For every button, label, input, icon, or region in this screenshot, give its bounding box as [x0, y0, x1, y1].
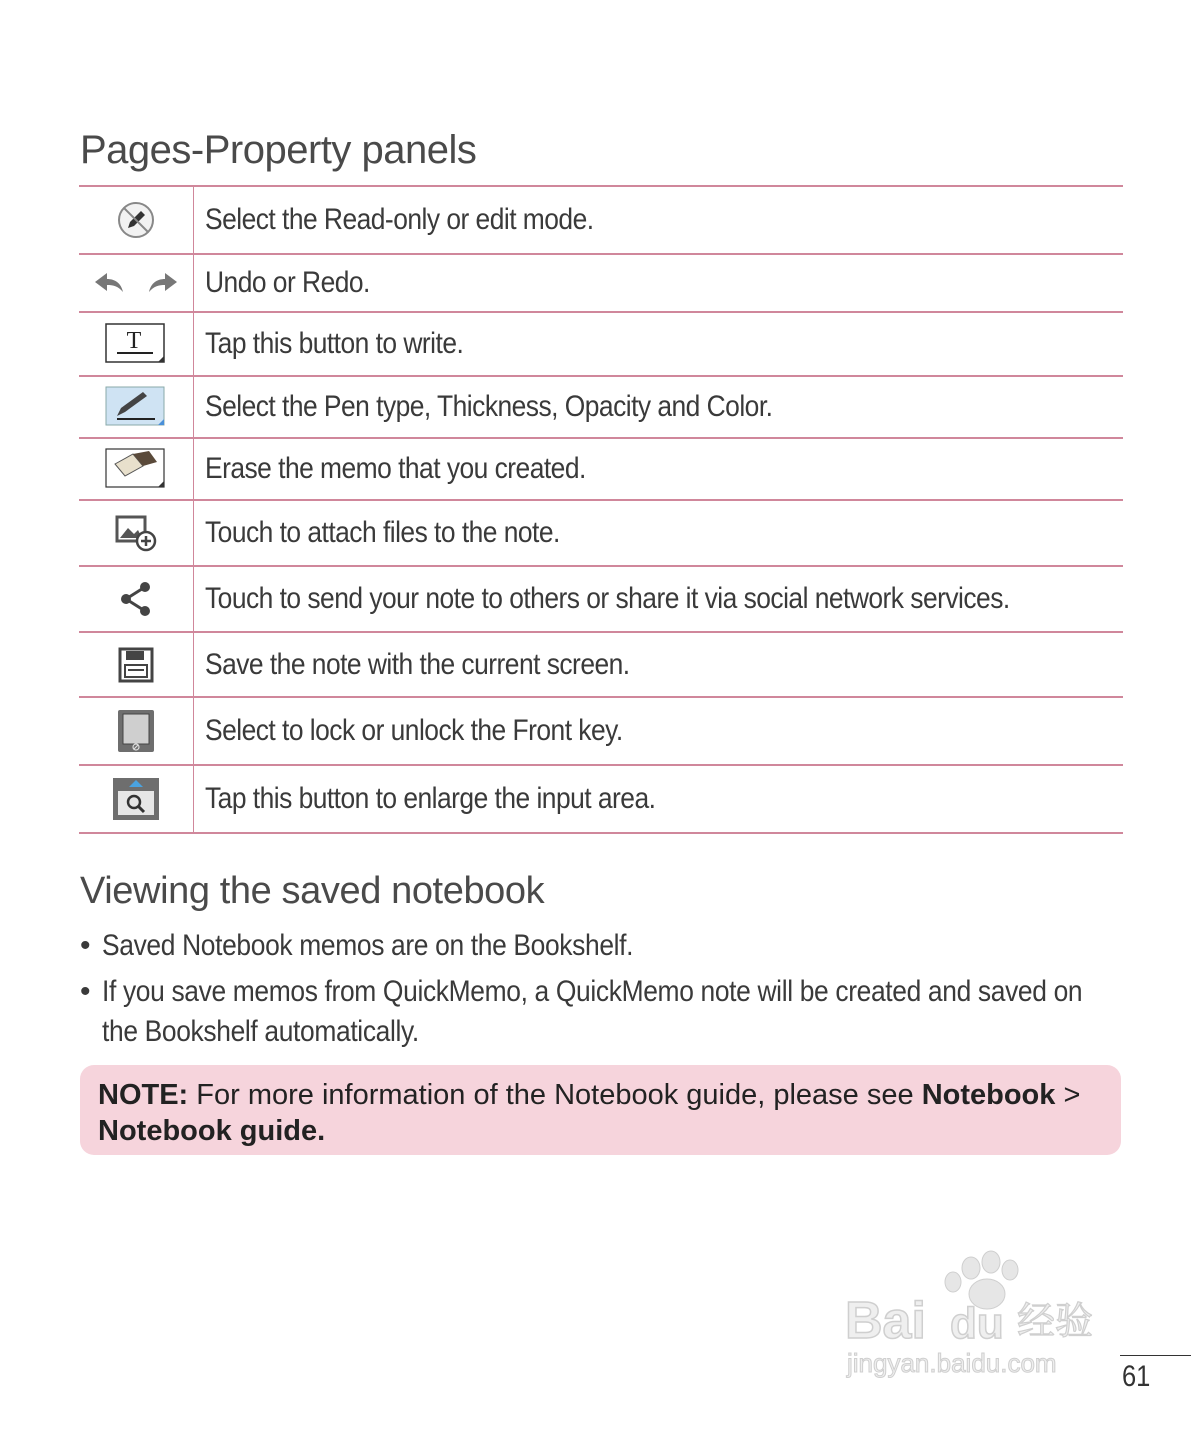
note-link-notebook-guide: Notebook guide.	[98, 1115, 326, 1147]
undo-icon	[93, 270, 125, 296]
svg-text:Bai: Bai	[845, 1292, 926, 1350]
table-row	[79, 186, 1123, 254]
list-item: • Saved Notebook memos are on the Bookshelf.	[80, 926, 1120, 966]
attach-image-icon	[114, 514, 158, 552]
section-title-viewing-notebook: Viewing the saved notebook	[80, 870, 545, 912]
table-row	[79, 697, 1123, 765]
pen-icon	[105, 386, 167, 428]
baidu-watermark	[845, 1250, 1125, 1390]
svg-text:du: du	[950, 1299, 1004, 1348]
eraser-icon	[105, 448, 167, 490]
table-row	[79, 376, 1123, 438]
note-text: For more information of the Notebook guide, please see	[188, 1079, 922, 1111]
bullet-list	[80, 926, 1120, 1058]
row-description: Select the Pen type, Thickness, Opacity and Color.	[205, 390, 773, 423]
front-key-lock-icon	[117, 709, 155, 753]
table-row	[79, 566, 1123, 632]
svg-text:T: T	[126, 328, 142, 354]
property-panel-table	[79, 185, 1123, 834]
row-description: Undo or Redo.	[205, 266, 370, 299]
share-icon	[118, 580, 154, 618]
table-row	[79, 765, 1123, 833]
row-description: Erase the memo that you created.	[205, 452, 586, 485]
row-description: Tap this button to enlarge the input area.	[205, 782, 656, 815]
svg-text:jingyan.baidu.com: jingyan.baidu.com	[847, 1348, 1057, 1378]
row-description: Select the Read-only or edit mode.	[205, 203, 594, 236]
table-row	[79, 438, 1123, 500]
note-label: NOTE:	[98, 1079, 189, 1111]
save-icon	[118, 647, 154, 683]
list-item: • If you save memos from QuickMemo, a QuickMemo note will be created and saved on the Bookshelf automatically.	[80, 972, 1120, 1052]
row-description: Touch to attach files to the note.	[205, 516, 560, 549]
page-number-rule	[1120, 1355, 1191, 1356]
page-number: 61	[1122, 1360, 1151, 1393]
row-description: Tap this button to write.	[205, 327, 464, 360]
table-row	[79, 254, 1123, 312]
table-row	[79, 312, 1123, 376]
bullet-icon: •	[80, 975, 91, 1008]
svg-text:经验: 经验	[1017, 1299, 1094, 1343]
row-description: Save the note with the current screen.	[205, 647, 630, 681]
redo-icon	[147, 270, 179, 296]
bullet-icon: •	[80, 929, 91, 962]
note-link-notebook: Notebook	[921, 1079, 1056, 1111]
row-description: Select to lock or unlock the Front key.	[205, 714, 623, 747]
note-separator: >	[1055, 1079, 1081, 1111]
enlarge-input-icon	[112, 777, 160, 821]
table-row	[79, 500, 1123, 566]
section-title-property-panels: Pages-Property panels	[80, 128, 477, 172]
table-row	[79, 632, 1123, 697]
row-description: Touch to send your note to others or share it via social network services.	[205, 582, 1010, 615]
text-write-icon	[105, 323, 167, 365]
read-only-edit-icon	[116, 200, 156, 240]
note-box	[80, 1065, 1121, 1155]
